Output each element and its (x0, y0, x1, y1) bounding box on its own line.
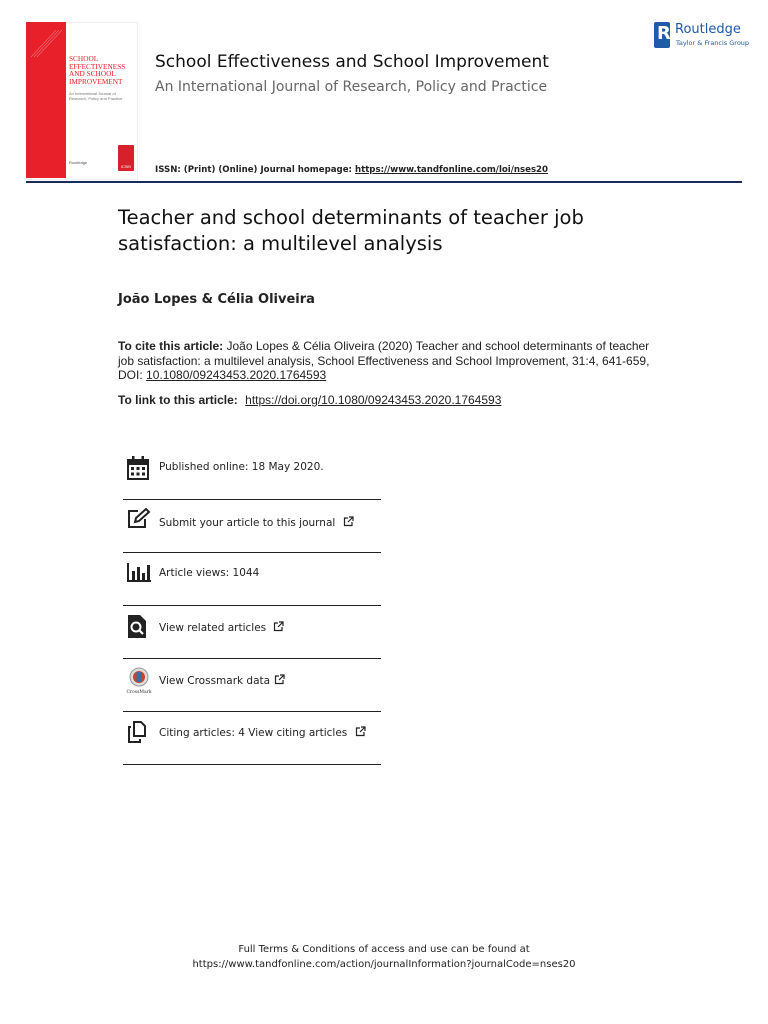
cite-text: João Lopes & Célia Oliveira (2020) Teacher and school determinants of teacher job satisfaction: a multilevel analysis, School Effectiveness and School Improvement, 31:4, 641-659, DOI: (118, 339, 650, 383)
cover-red-stripe (26, 22, 66, 178)
submit-article-link[interactable]: Submit your article to this journal (159, 517, 336, 529)
citing-articles-link[interactable]: Citing articles: 4 View citing articles (159, 727, 348, 739)
article-views: Article views: 1044 (159, 567, 260, 579)
divider (123, 764, 381, 765)
cover-publisher: Routledge (69, 160, 88, 165)
terms-footer (0, 942, 768, 972)
bar-chart-icon (126, 561, 152, 587)
search-document-icon (126, 614, 152, 640)
related-articles-link[interactable]: View related articles (159, 622, 267, 634)
copy-documents-icon (126, 720, 152, 746)
issn-line (155, 165, 548, 175)
cover-subtitle: An International Journal of Research, Policy and Practice (69, 91, 123, 101)
edit-icon (126, 508, 152, 534)
crossmark-icon (126, 667, 152, 693)
footer-terms-link[interactable]: https://www.tandfonline.com/action/journalInformation?journalCode=nses20 (192, 959, 576, 970)
divider (123, 605, 381, 606)
journal-subtitle: An International Journal of Research, Policy and Practice (155, 79, 548, 95)
article-doi-link[interactable]: https://doi.org/10.1080/09243453.2020.1764593 (245, 393, 502, 407)
citation-block (118, 339, 658, 383)
publisher-name: Routledge (675, 22, 741, 37)
header-divider (26, 181, 742, 183)
routledge-logo-icon: R (654, 22, 670, 48)
cover-title: SCHOOL EFFECTIVENESS AND SCHOOL IMPROVEMENT (69, 54, 126, 86)
article-title: Teacher and school determinants of teacher job satisfaction: a multilevel analysis (118, 206, 584, 255)
external-link-icon (343, 516, 354, 527)
published-date: Published online: 18 May 2020. (159, 461, 324, 473)
crossmark-link[interactable]: View Crossmark data (159, 675, 271, 687)
article-authors: João Lopes & Célia Oliveira (118, 292, 315, 307)
svg-text:CrossMark: CrossMark (126, 690, 152, 695)
link-block (118, 393, 501, 407)
publisher-group: Taylor & Francis Group (676, 39, 750, 47)
divider (123, 711, 381, 712)
journal-homepage-link[interactable]: https://www.tandfonline.com/loi/nses20 (354, 165, 549, 175)
journal-title: School Effectiveness and School Improvement (155, 52, 549, 72)
cite-label: To cite this article: (118, 339, 224, 353)
link-label: To link to this article: (118, 393, 238, 407)
external-link-icon (273, 621, 284, 632)
issn-label: ISSN: (Print) (Online) Journal homepage: (155, 165, 352, 175)
external-link-icon (355, 726, 366, 737)
divider (123, 658, 381, 659)
footer-line-1: Full Terms & Conditions of access and use can be found at (238, 944, 530, 955)
cover-badge: ICSEI (118, 145, 134, 171)
external-link-icon (274, 674, 285, 685)
cite-doi-link[interactable]: 10.1080/09243453.2020.1764593 (146, 368, 327, 383)
divider (123, 499, 381, 500)
divider (123, 552, 381, 553)
calendar-icon (126, 455, 152, 481)
